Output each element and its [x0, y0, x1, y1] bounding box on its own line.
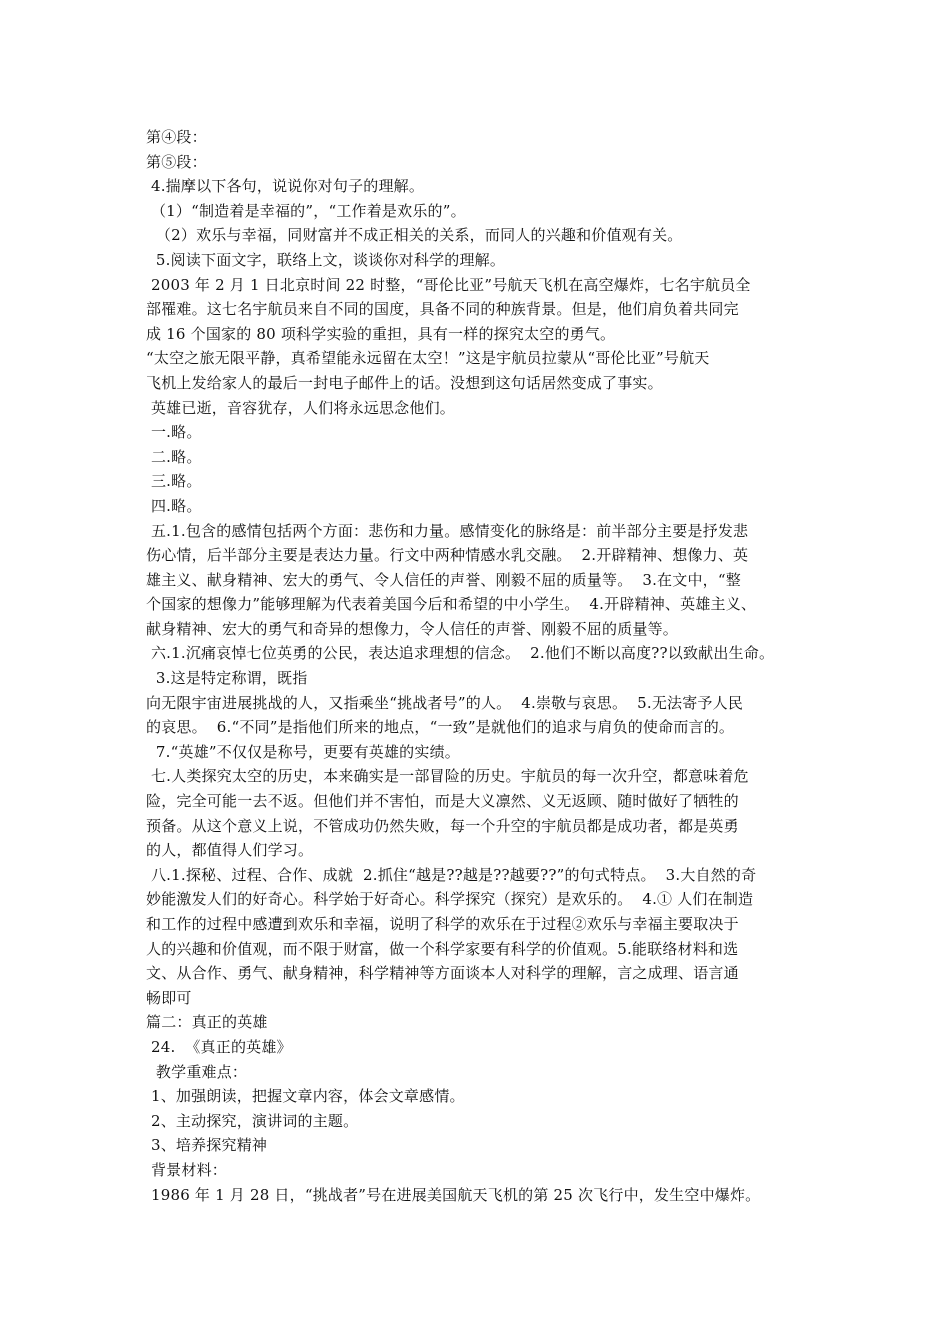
text-line: 八.1.探秘、过程、合作、成就 2.抓住“越是??越是??越要??”的句式特点。 3.大自然的奇: [146, 865, 757, 884]
text-line: 第⑤段：: [146, 152, 207, 171]
text-line: 四.略。: [146, 496, 202, 515]
text-line: “太空之旅无限平静，真希望能永远留在太空！”这是宇航员拉蒙从“哥伦比亚”号航天: [146, 349, 710, 368]
text-line: 1、加强朗读，把握文章内容，体会文章感情。: [146, 1087, 465, 1106]
text-line: 伤心情，后半部分主要是表达力量。行文中两种情感水乳交融。 2.开辟精神、想像力、英: [146, 546, 749, 565]
text-line: 六.1.沉痛哀悼七位英勇的公民，表达追求理想的信念。 2.他们不断以高度??以致献出生命。: [146, 644, 775, 663]
text-line: 篇二：真正的英雄: [146, 1013, 268, 1032]
document-body: [146, 125, 826, 1207]
text-line: 成 16 个国家的 80 项科学实验的重担，具有一样的探究太空的勇气。: [146, 324, 616, 343]
text-line: 向无限宇宙进展挑战的人，又指乘坐“挑战者号”的人。 4.崇敬与哀思。 5.无法寄予人民: [146, 693, 744, 712]
text-line: 预备。从这个意义上说，不管成功仍然失败，每一个升空的宇航员都是成功者，都是英勇: [146, 816, 739, 835]
text-line: （2）欢乐与幸福，同财富并不成正相关的关系，而同人的兴趣和价值观有关。: [146, 226, 683, 245]
text-line: 3.这是特定称谓，既指: [146, 669, 308, 688]
text-line: 英雄已逝，音容犹存，人们将永远思念他们。: [146, 398, 455, 417]
text-line: 3、培养探究精神: [146, 1136, 268, 1155]
text-line: 畅即可: [146, 988, 192, 1007]
text-line: 飞机上发给家人的最后一封电子邮件上的话。没想到这句话居然变成了事实。: [146, 373, 663, 392]
text-line: 2、主动探究，演讲词的主题。: [146, 1111, 359, 1130]
text-line: 二.略。: [146, 447, 202, 466]
text-line: 的哀思。 6.“不同”是指他们所来的地点，“一致”是就他们的追求与肩负的使命而言的。: [146, 718, 735, 737]
text-line: 部罹难。这七名宇航员来自不同的国度，具备不同的种族背景。但是，他们肩负着共同完: [146, 300, 739, 319]
text-line: 一.略。: [146, 423, 202, 442]
text-line: 人的兴趣和价值观，而不限于财富，做一个科学家要有科学的价值观。5.能联络材料和选: [146, 939, 739, 958]
text-line: （1）“制造着是幸福的”，“工作着是欢乐的”。: [146, 201, 466, 220]
text-line: 三.略。: [146, 472, 202, 491]
text-line: 1986 年 1 月 28 日，“挑战者”号在进展美国航天飞机的第 25 次飞行中，发生空中爆炸。: [146, 1185, 761, 1204]
text-line: 背景材料：: [146, 1160, 227, 1179]
text-line: 教学重难点：: [146, 1062, 248, 1081]
text-line: 雄主义、献身精神、宏大的勇气、令人信任的声誉、刚毅不屈的质量等。 3.在文中，“整: [146, 570, 741, 589]
text-line: 七.人类探究太空的历史，本来确实是一部冒险的历史。宇航员的每一次升空，都意味着危: [146, 767, 749, 786]
text-line: 和工作的过程中感遭到欢乐和幸福，说明了科学的欢乐在于过程②欢乐与幸福主要取决于: [146, 915, 739, 933]
text-line: 献身精神、宏大的勇气和奇异的想像力，令人信任的声誉、刚毅不屈的质量等。: [146, 619, 679, 638]
text-line: 的人，都值得人们学习。: [146, 841, 314, 860]
text-line: 险，完全可能一去不返。但他们并不害怕，而是大义凛然、义无返顾、随时做好了牺牲的: [146, 792, 739, 811]
text-line: 4.揣摩以下各句，说说你对句子的理解。: [146, 177, 425, 196]
text-line: 文、从合作、勇气、献身精神，科学精神等方面谈本人对科学的理解，言之成理、语言通: [146, 964, 739, 983]
text-line: 第④段：: [146, 128, 207, 146]
text-line: 5.阅读下面文字，联络上文，谈谈你对科学的理解。: [146, 250, 506, 269]
text-line: 2003 年 2 月 1 日北京时间 22 时整，“哥伦比亚”号航天飞机在高空爆炸，七名宇航员全: [146, 275, 751, 294]
text-line: 个国家的想像力”能够理解为代表着美国今后和希望的中小学生。 4.开辟精神、英雄主义、: [146, 595, 757, 614]
text-line: 7.“英雄”不仅仅是称号，更要有英雄的实绩。: [146, 742, 460, 761]
text-line: 五.1.包含的感情包括两个方面：悲伤和力量。感情变化的脉络是：前半部分主要是抒发悲: [146, 521, 749, 540]
text-line: 妙能激发人们的好奇心。科学始于好奇心。科学探究（探究）是欢乐的。 4.① 人们在制造: [146, 890, 754, 909]
text-line: 24. 《真正的英雄》: [146, 1037, 292, 1056]
